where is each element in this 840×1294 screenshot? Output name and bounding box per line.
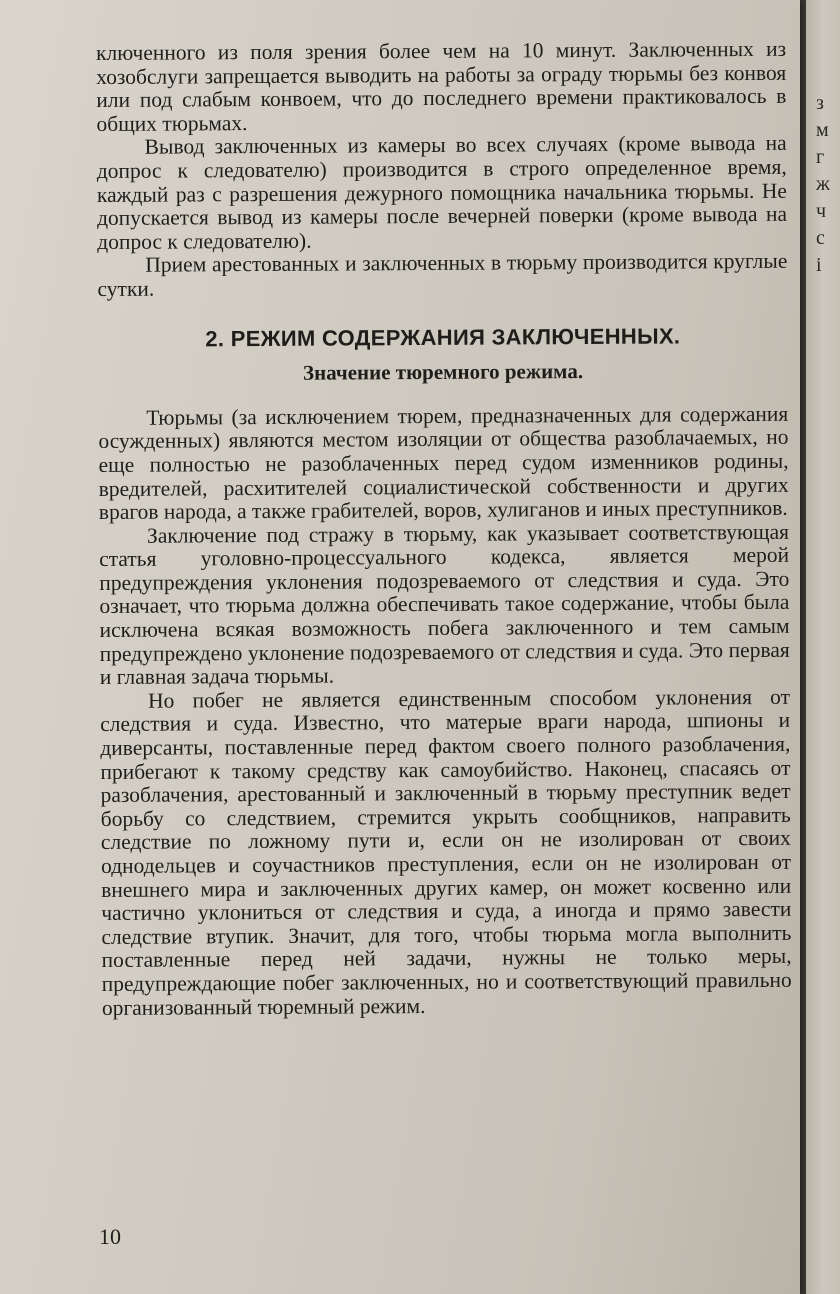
paragraph-admission: Прием арестованных и заключенных в тюрьму производится круглые сутки. [97, 249, 788, 301]
adjacent-fragment: с [816, 227, 825, 249]
adjacent-fragment: ч [816, 200, 827, 222]
paragraph-escape-not-only: Но побег не является единственным способом уклонения от следствия и суда. Известно, что матерые враги народа, шпионы и диверсанты, поставленные перед фактом своего полного разоблачения, прибегают к такому средству как самоубийство. Наконец, спасаясь от разоблачения, арестованный и заключенный в тюрьму преступник ведет борьбу со следствием, стремится укрыть сообщников, направить следствие по ложному пути и, если он не изолирован от своих однодельцев и соучастников преступления, если он не изолирован от внешнего мира и заключенных других камер, он может косвенно или частично уклониться от следствия и суда, а иногда и прямо завести следствие втупик. Значит, для того, чтобы тюрьма могла выполнить поставленные перед ней задачи, нужны не только меры, предупреждающие побег заключенных, но и соответствующий правильно организованный тюремный режим. [100, 684, 792, 1020]
adjacent-fragment: з [816, 92, 824, 114]
adjacent-fragment: і [816, 254, 822, 276]
paragraph-prisoner-exit: Вывод заключенных из камеры во всех случаях (кроме вывода на допрос к следователю) производится в строго определенное время, каждый раз с разрешения дежурного помощника начальника тюрьмы. Не допускается вывод из камеры после вечерней поверки (кроме вывода на допрос к следователю). [96, 131, 788, 254]
section-heading: 2. РЕЖИМ СОДЕРЖАНИЯ ЗАКЛЮЧЕННЫХ. [205, 322, 681, 351]
adjacent-fragment: ж [816, 173, 830, 195]
adjacent-fragment: м [816, 119, 829, 141]
page-content [96, 38, 792, 1020]
paragraph-custody: Заключение под стражу в тюрьму, как указывает соответствующая статья уголовно-процессуального кодекса, является мерой предупреждения уклонения подозреваемого от следствия и суда. Это означает, что тюрьма должна обеспечивать такое содержание, чтобы была исключена всякая возможность побега заключенного и тем самым предупреждено уклонение подозреваемого от следствия и суда. Это первая и главная задача тюрьмы. [99, 519, 790, 690]
adjacent-page-text [816, 90, 830, 279]
subheading: Значение тюремного режима. [302, 359, 584, 385]
paragraph-continuation: ключенного из поля зрения более чем на 10 минут. Заключенных из хозобслуги запрещается выводить на работы за ограду тюрьмы без конвоя или под слабым конвоем, что до последнего времени практиковалось в общих тюрьмах. [95, 36, 787, 136]
adjacent-page-edge [806, 0, 840, 1294]
page-number: 10 [99, 1224, 121, 1249]
paragraph-prisons-purpose: Тюрьмы (за исключением тюрем, предназначенных для содержания осужденных) являются местом изоляции от общества разоблачаемых, но еще полностью не разоблаченных перед судом изменников родины, вредителей, расхитителей социалистической собственности и других врагов народа, а также грабителей, воров, хулиганов и иных преступников. [98, 401, 789, 525]
adjacent-fragment: г [816, 146, 825, 168]
